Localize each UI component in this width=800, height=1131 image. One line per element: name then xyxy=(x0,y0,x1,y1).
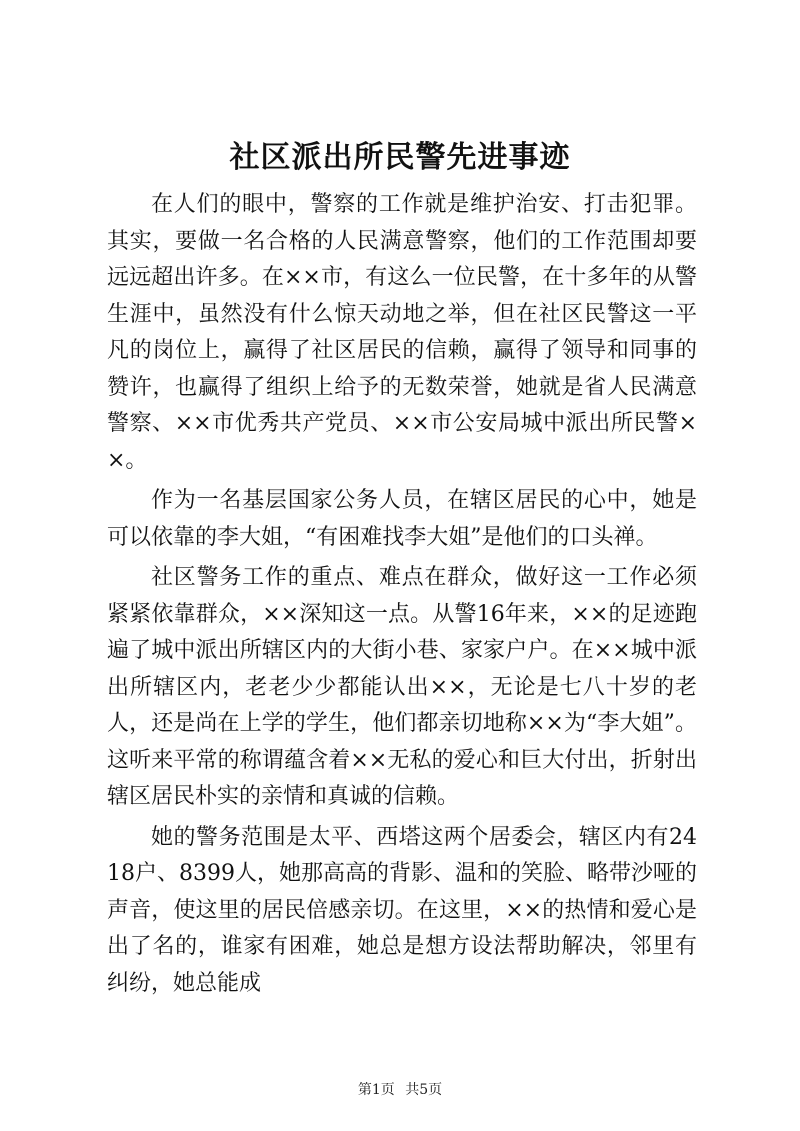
page-number: 第1页 xyxy=(357,1082,395,1098)
paragraph-4: 她的警务范围是太平、西塔这两个居委会，辖区内有2418户、8399人，她那高高的背影、温和的笑脸、略带沙哑的声音，使这里的居民倍感亲切。在这里，××的热情和爱心是出了名的，谁家有困难，她总是想方设法帮助解决，邻里有纠纷，她总能成 xyxy=(107,824,697,996)
page-total: 共5页 xyxy=(405,1082,443,1098)
document-title: 社区派出所民警先进事迹 xyxy=(229,140,571,175)
paragraph-2: 作为一名基层国家公务人员，在辖区居民的心中，她是可以依靠的李大姐，“有困难找李大姐”是他们的口头禅。 xyxy=(107,488,697,550)
paragraph-3: 社区警务工作的重点、难点在群众，做好这一工作必须紧紧依靠群众，××深知这一点。从警16年来，××的足迹跑遍了城中派出所辖区内的大街小巷、家家户户。在××城中派出所辖区内，老老少少都能认出××，无论是七八十岁的老人，还是尚在上学的学生，他们都亲切地称××为“李大姐”。这听来平常的称谓蕴含着××无私的爱心和巨大付出，折射出辖区居民朴实的亲情和真诚的信赖。 xyxy=(107,565,697,809)
document-body xyxy=(107,187,697,1006)
paragraph-1: 在人们的眼中，警察的工作就是维护治安、打击犯罪。其实，要做一名合格的人民满意警察，他们的工作范围却要远远超出许多。在××市，有这么一位民警，在十多年的从警生涯中，虽然没有什么惊天动地之举，但在社区民警这一平凡的岗位上，赢得了社区居民的信赖，赢得了领导和同事的赞许，也赢得了组织上给予的无数荣誉，她就是省人民满意警察、××市优秀共产党员、××市公安局城中派出所民警××。 xyxy=(107,192,697,473)
page-footer xyxy=(0,1080,800,1100)
